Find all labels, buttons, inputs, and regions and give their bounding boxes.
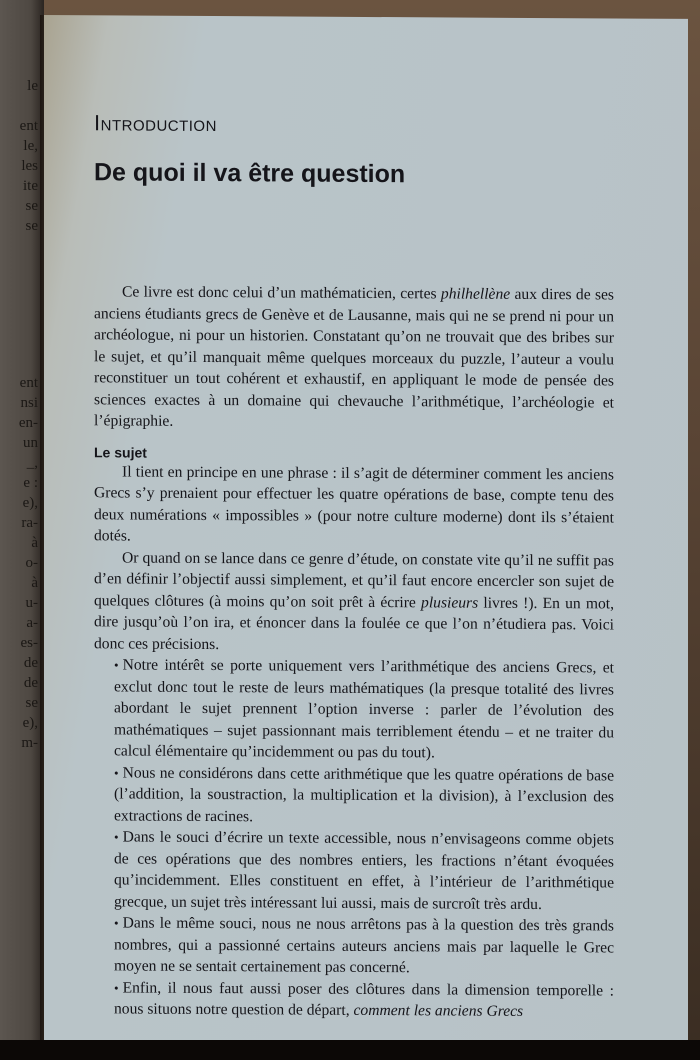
- left-page-edge: [0, 0, 44, 1045]
- paragraph-2: [94, 547, 614, 658]
- left-page-fragment: le: [27, 78, 38, 94]
- left-page-fragment: à: [31, 535, 38, 551]
- left-page-fragment: ent: [19, 375, 38, 391]
- intro-text-1: Ce livre est donc celui d’un mathématicien, certes: [122, 283, 441, 303]
- para2-italic: plusieurs: [421, 593, 479, 612]
- bullet-icon: •: [114, 829, 119, 845]
- intro-text-2: aux dires de ses anciens étudiants grecs de Genève et de Lausanne, mais qui ne se prend ni pour un archéologue, ni pour un historien. Constatant qu’on ne trouvait que des bribes sur le sujet, et qu’il manquait même quelques morceaux du puzzle, l’auteur a voulu reconstituer un tout cohérent et exhaustif, en appliquant le mode de pensée des sciences exactes à un domaine qui chevauche l’arithmétique, l’archéologie et l’épigraphie.: [94, 285, 615, 430]
- paragraph-1: Il tient en principe en une phrase : il s’agit de déterminer comment les anciens Grecs s’y prenaient pour effectuer les quatre opérations de base, compte tenu des deux numérations « impossibles » (pour notre culture moderne) dont ils s’étaient dotés.: [94, 462, 614, 545]
- left-page-fragment: ite: [23, 178, 38, 194]
- subheading: Le sujet: [94, 443, 147, 461]
- left-page-fragment: un: [23, 435, 38, 451]
- left-page-fragment: se: [25, 218, 38, 234]
- left-page-fragment: en-: [18, 415, 38, 431]
- left-page-fragment: de: [23, 655, 38, 671]
- bullet-item: [94, 762, 614, 830]
- bullet-item: [94, 654, 614, 765]
- bottom-shadow: [0, 1040, 700, 1060]
- left-page-fragment: o-: [25, 555, 38, 571]
- para2-text-2: livres !). En un mot, dire jusqu’où l’on ira, et énoncer dans la foulée ce que l’on n’étudiera pas. Voici donc ces précisions.: [94, 594, 614, 653]
- bullet-item: [94, 826, 614, 915]
- page-content: [94, 110, 614, 1023]
- bullet-text: Dans le souci d’écrire un texte accessible, nous n’envisageons comme objets de ces opérations que des nombres entiers, les fractions n’étant évoquées qu’incidemment. Elles constituent en effet, à l’intérieur de l’arithmétique grecque, un sujet très intéressant lui aussi, mais de surcroît très ardu.: [114, 828, 614, 913]
- left-page-fragment: se: [25, 198, 38, 214]
- bullet-icon: •: [114, 915, 119, 931]
- left-page-fragment: es-: [20, 635, 38, 651]
- left-page-fragment: de: [23, 675, 38, 691]
- intro-italic: philhellène: [440, 285, 511, 303]
- bullet-text: Dans le même souci, nous ne nous arrêtons pas à la question des très grands nombres, qui a passionné certains auteurs anciens mais par laquelle le Grec moyen ne se sentait certainement pas concerné.: [114, 914, 614, 977]
- left-page-fragment: e :: [23, 475, 38, 491]
- bullet-italic: comment les anciens Grecs: [353, 1001, 524, 1020]
- left-page-fragment: u-: [25, 595, 38, 611]
- bullet-text: Enfin, il nous faut aussi poser des clôtures dans la dimension temporelle : nous situons notre question de départ,: [114, 978, 614, 1019]
- left-page-fragment: le,: [23, 138, 38, 154]
- left-page-fragment: ra-: [21, 515, 38, 531]
- left-page-fragment: à: [31, 575, 38, 591]
- intro-paragraph: [94, 281, 614, 435]
- left-page-fragment: _,: [26, 455, 38, 471]
- chapter-title: De quoi il va être question: [94, 158, 406, 189]
- left-page-fragment: ent: [19, 118, 38, 134]
- bullet-item: [94, 912, 614, 980]
- left-page-fragment: a-: [26, 615, 38, 631]
- para2-text-1: Or quand on se lance dans ce genre d’étude, on constate vite qu’il ne suffit pas d’en définir l’objectif aussi simplement, et qu’il faut encore encercler son sujet de quelques clôtures (à moins qu’on soit prêt à écrire: [94, 548, 614, 611]
- left-page-fragment: e),: [22, 715, 38, 731]
- bullet-text: Notre intérêt se porte uniquement vers l’arithmétique des anciens Grecs, et exclut donc tout le reste de leurs mathématiques (la presque totalité des livres abordant le sujet prennent l’option inverse : parler de l’évolution des mathématiques – sujet passionnant mais terriblement étendu – et ne traiter du calcul élémentaire qu’incidemment ou pas du tout).: [114, 656, 614, 762]
- bullet-list: [94, 654, 614, 1023]
- left-page-fragment: e),: [22, 495, 38, 511]
- bullet-icon: •: [114, 764, 119, 780]
- bullet-icon: •: [114, 979, 119, 995]
- left-page-fragment: m-: [21, 735, 38, 751]
- section-label: Introduction: [94, 110, 217, 137]
- left-page-fragment: nsi: [20, 395, 38, 411]
- bullet-text: Nous ne considérons dans cette arithmétique que les quatre opérations de base (l’addition, la soustraction, la multiplication et la division), à l’exclusion des extractions de racines.: [114, 763, 614, 825]
- bullet-icon: •: [114, 657, 119, 673]
- left-page-fragment: les: [21, 158, 38, 174]
- left-page-fragment: se: [25, 695, 38, 711]
- book-page: [44, 15, 688, 1049]
- bullet-item: [94, 977, 614, 1023]
